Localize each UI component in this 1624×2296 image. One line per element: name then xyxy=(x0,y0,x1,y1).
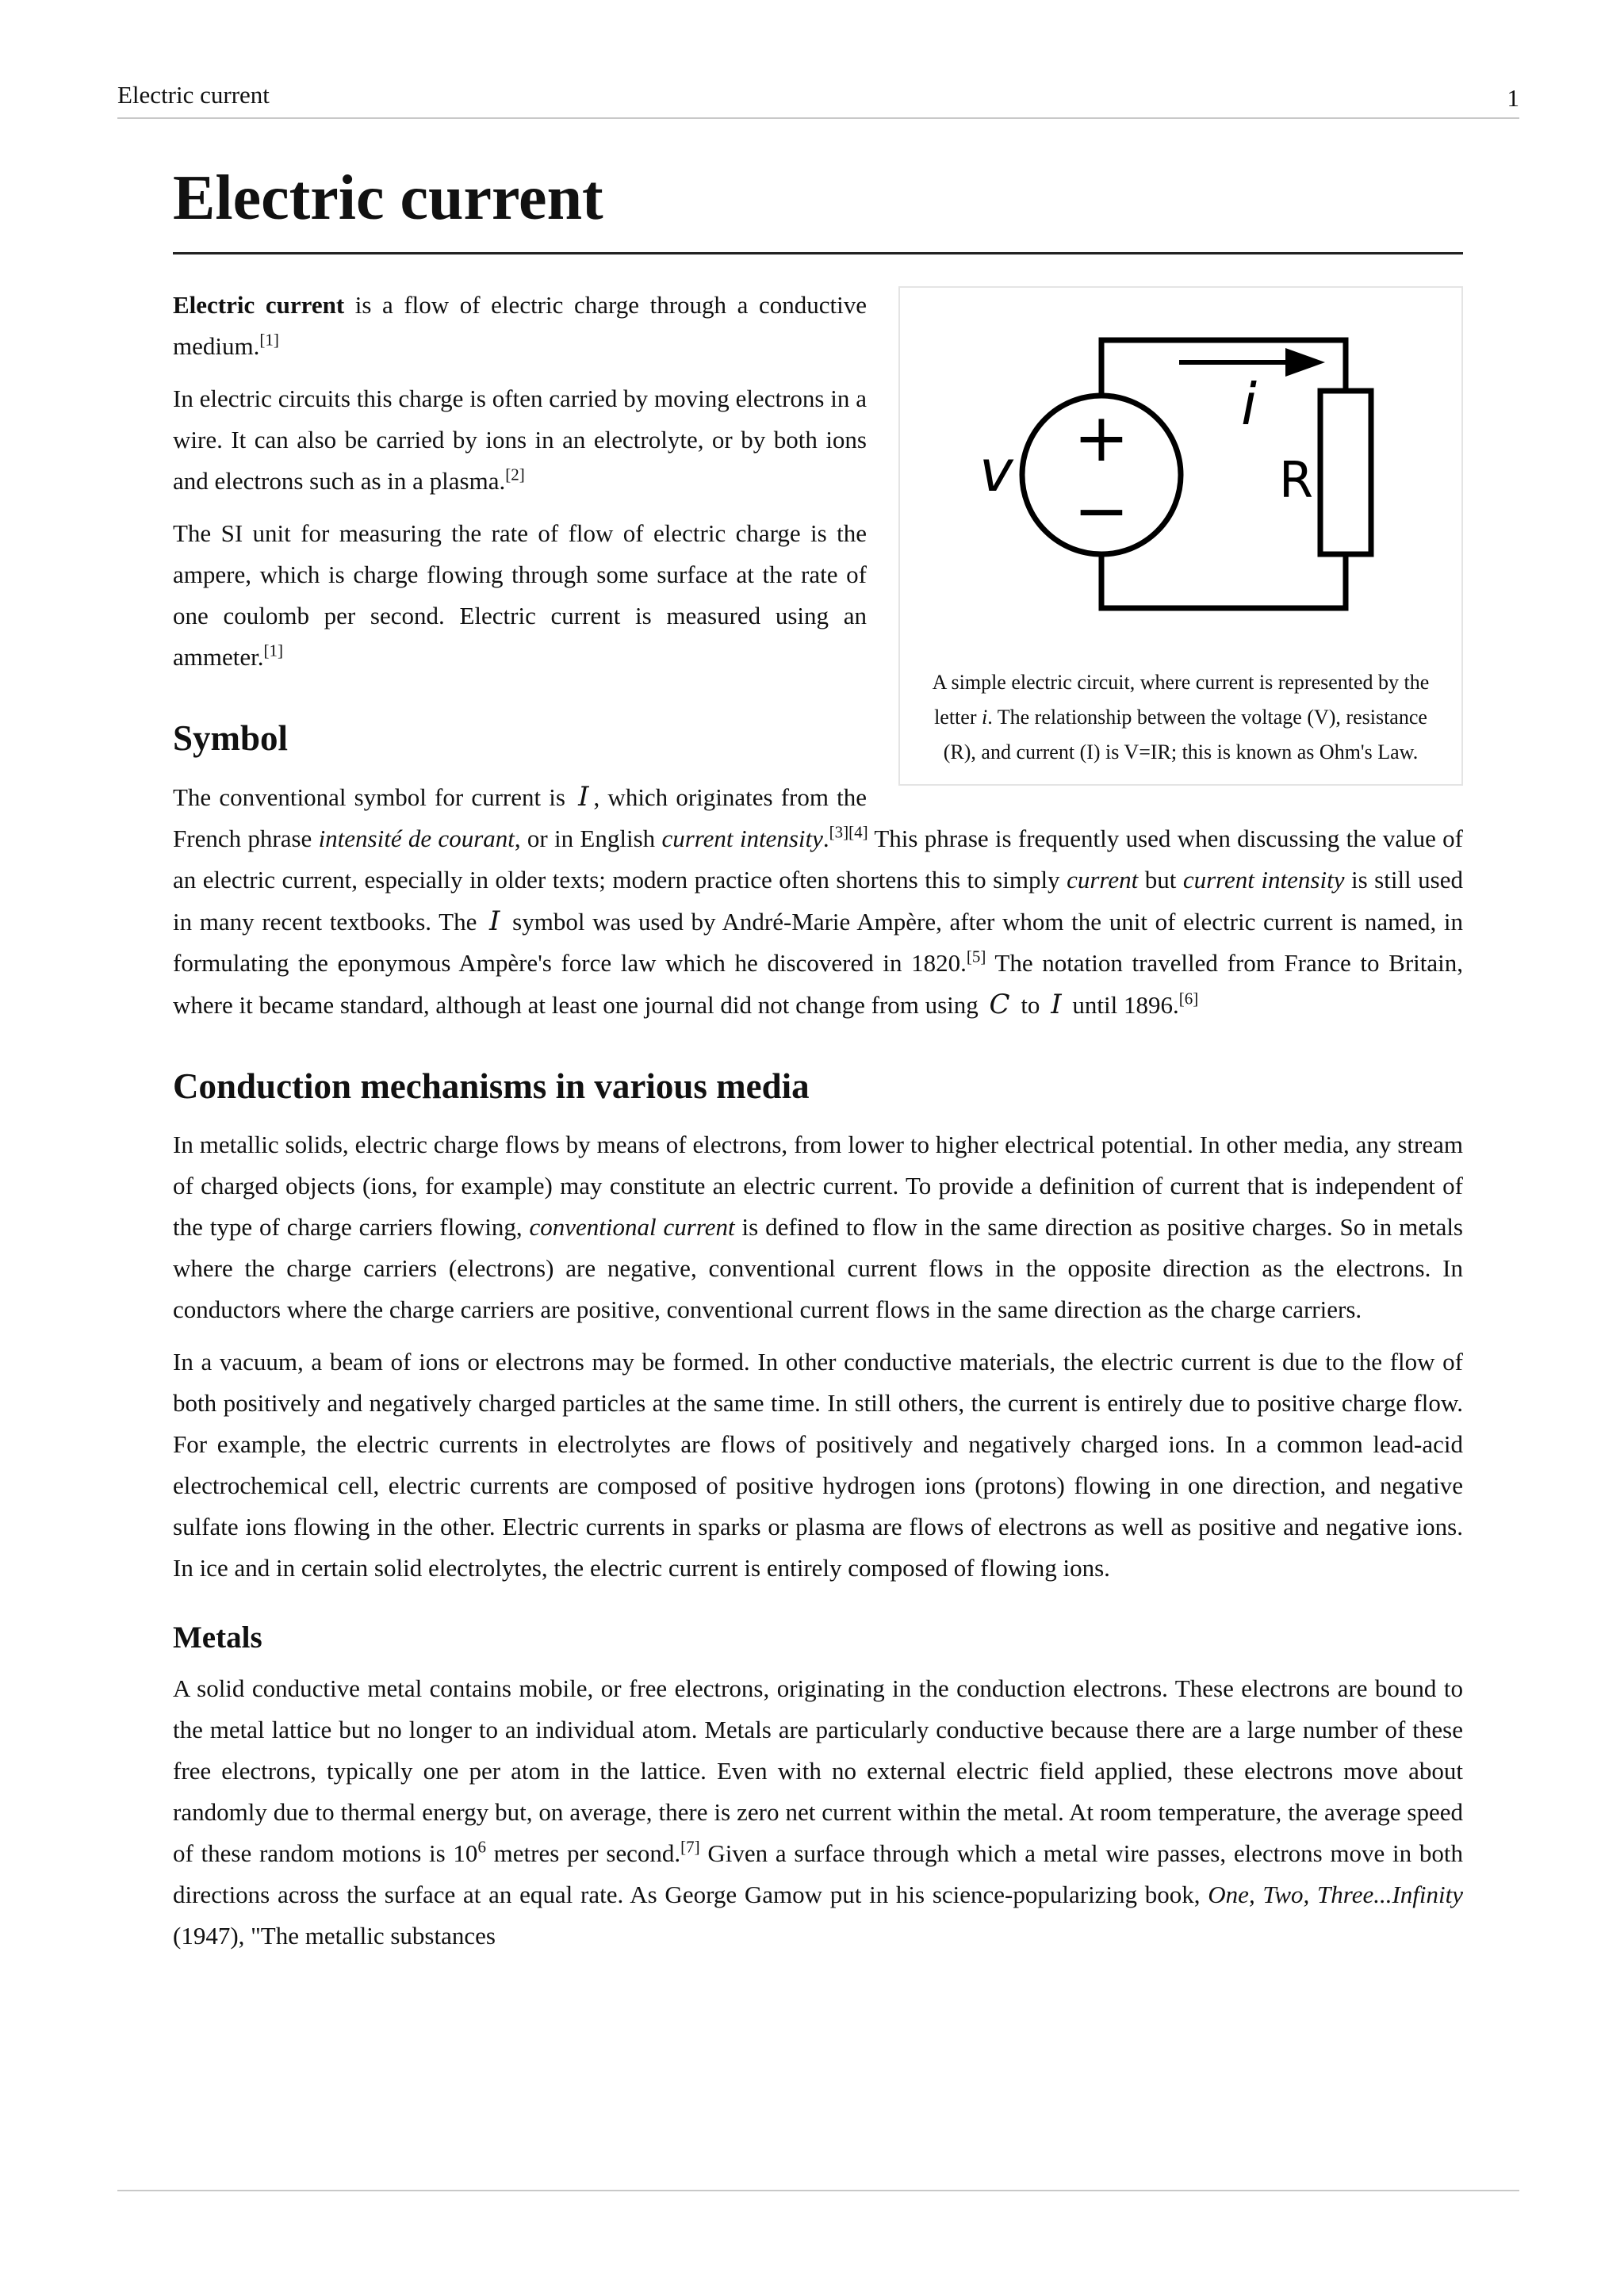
citation-link[interactable]: [1] xyxy=(263,641,283,660)
circuit-diagram xyxy=(975,335,1387,637)
footer-rule xyxy=(117,2190,1519,2191)
page-number: 1 xyxy=(1507,84,1519,112)
circuit-figure xyxy=(898,286,1463,786)
citation-link[interactable]: [5] xyxy=(966,947,986,966)
section-heading-conduction: Conduction mechanisms in various media xyxy=(173,1066,810,1106)
math-symbol-c: C xyxy=(989,989,1010,1020)
running-title: Electric current xyxy=(117,81,270,109)
intro-paragraph-3: The SI unit for measuring the rate of flow of electric charge is the ampere, which is charge flowing through some surface at the rate of one coulomb per second. Electric current is measured using an ammeter.[1] xyxy=(173,519,867,671)
citation-link[interactable]: [3][4] xyxy=(829,822,868,842)
citation-link[interactable]: [6] xyxy=(1178,989,1199,1008)
current-label: i xyxy=(1241,371,1258,438)
resistor xyxy=(1320,391,1371,554)
conduction-paragraph-2: In a vacuum, a beam of ions or electrons may be formed. In other conductive materials, the electric current is due to the flow of both positively and negatively charged particles at the same time. In still others, the current is entirely due to positive charge flow. For example, the electric currents in electrolytes are flows of positively and negatively charged ions. In a common lead-acid electrochemical cell, electric currents are composed of positive hydrogen ions (protons) flowing in one direction, and negative sulfate ions flowing in the other. Electric currents in sparks or plasma are flows of electrons as well as positive and negative ions. In ice and in certain solid electrolytes, the electric current is entirely composed of flowing ions. xyxy=(173,1348,1463,1582)
symbol-paragraph: The conventional symbol for current is I , which originates from the French phrase intensité de courant, or in English current intensity.[3][4] This phrase is frequently used when discussing the value of an electric current, especially in older texts; modern practice often shortens this to simply current but current intensity is still used in many recent textbooks. The I symbol was used by André-Marie Ampère, after whom the unit of electric current is named, in formulating the eponymous Ampère's force law which he discovered in 1820.[5] The notation travelled from France to Britain, where it became standard, although at least one journal did not change from using C to I until 1896.[6] xyxy=(173,781,1463,1020)
minus-sign: − xyxy=(1073,472,1130,549)
figure-caption: A simple electric circuit, where current is represented by the letter i. The relationship between the voltage (V), resistance (R), and current (I) is V=IR; this is known as Ohm's Law. xyxy=(932,671,1430,763)
metals-paragraph: A solid conductive metal contains mobile, or free electrons, originating in the conduction electrons. These electrons are bound to the metal lattice but no longer to an individual atom. Metals are particularly conductive because there are a large number of these free electrons, typically one per atom in the lattice. Even with no external electric field applied, these electrons move about randomly due to thermal energy but, on average, there is zero net current within the metal. At room temperature, the average speed of these random motions is $10^6$ metres per second.[7] Given a surface through which a metal wire passes, electrons move in both directions across the surface at an equal rate. As George Gamow put in his science-popularizing book, One, Two, Three...Infinity (1947), "The metallic substances xyxy=(173,1674,1463,1950)
section-heading-metals: Metals xyxy=(173,1621,262,1655)
section-heading-symbol: Symbol xyxy=(173,718,289,758)
math-symbol-i: I xyxy=(578,781,589,813)
citation-link[interactable]: [7] xyxy=(680,1837,700,1857)
intro-paragraph-1: Electric current is a flow of electric charge through a conductive medium.[1] xyxy=(173,291,867,360)
running-header xyxy=(117,79,1519,119)
conduction-paragraph-1: In metallic solids, electric charge flows by means of electrons, from lower to higher electrical potential. In other media, any stream of charged objects (ions, for example) may constitute an electric current. To provide a definition of current that is independent of the type of charge carriers flowing, conventional current is defined to flow in the same direction as positive charges. So in metals where the charge carriers (electrons) are negative, conventional current flows in the opposite direction as the electrons. In conductors where the charge carriers are positive, conventional current flows in the same direction as the charge carriers. xyxy=(173,1131,1464,1323)
voltage-label: v xyxy=(979,438,1013,504)
page-title: Electric current xyxy=(173,159,1463,254)
intro-paragraph-2: In electric circuits this charge is often carried by moving electrons in a wire. It can also be carried by ions in an electrolyte, or by both ions and electrons such as in a plasma.[2] xyxy=(173,385,867,495)
plus-sign: + xyxy=(1073,399,1130,476)
math-symbol-i: I xyxy=(1051,989,1062,1020)
math-symbol-i: I xyxy=(489,905,500,937)
citation-link[interactable]: [1] xyxy=(259,330,279,350)
resistance-label: R xyxy=(1279,451,1314,509)
citation-link[interactable]: [2] xyxy=(505,465,525,484)
article-body xyxy=(173,159,1463,1968)
current-arrow-head xyxy=(1285,348,1325,377)
